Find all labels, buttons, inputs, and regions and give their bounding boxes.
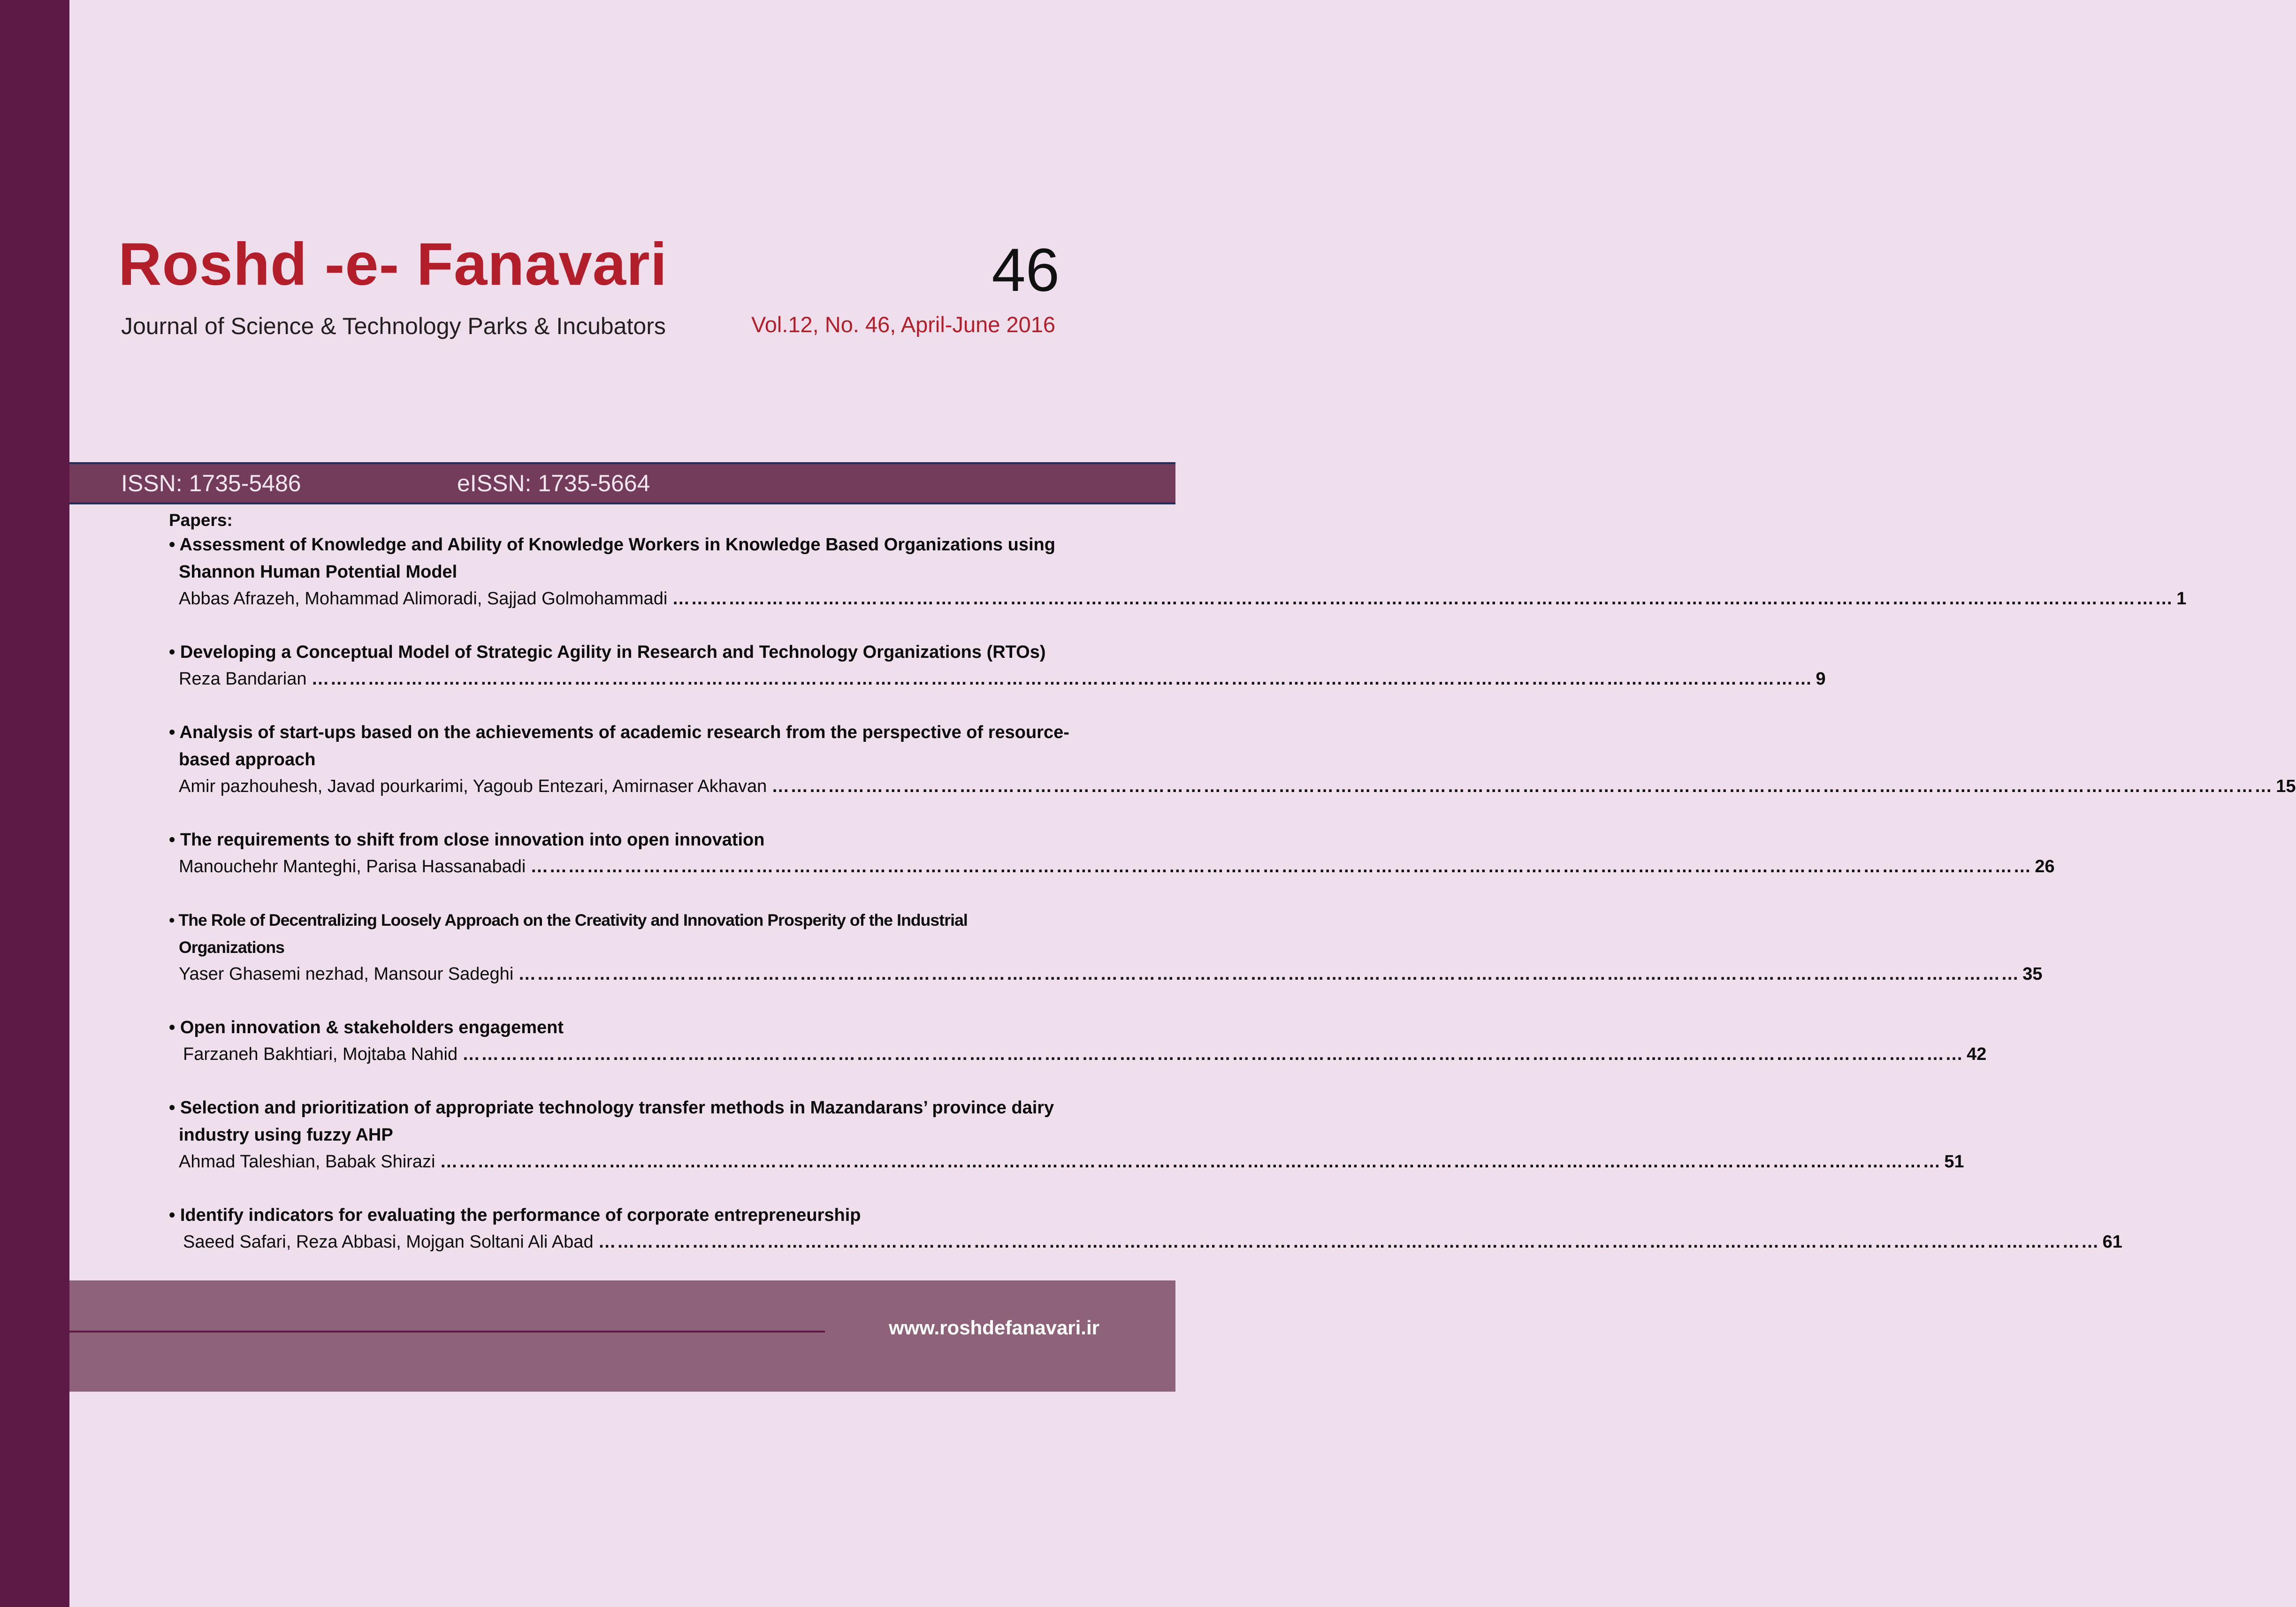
paper-authors: Saeed Safari, Reza Abbasi, Mojgan Soltani Ali Abad bbox=[183, 1232, 594, 1252]
dot-leader: …………………………………………………………………………………………………………………………………………………………………………………………………………………… bbox=[440, 1152, 1942, 1172]
eissn-label: eISSN: 1735-5664 bbox=[457, 470, 650, 496]
paper-authors: Amir pazhouhesh, Javad pourkarimi, Yagoub Entezari, Amirnaser Akhavan bbox=[179, 777, 767, 796]
paper-authors: Yaser Ghasemi nezhad, Mansour Sadeghi bbox=[179, 964, 514, 984]
dot-leader: …………………………………………………………………………………………………………………………………………………………………………………………………………………… bbox=[598, 1232, 2100, 1252]
paper-authors: Ahmad Taleshian, Babak Shirazi bbox=[179, 1152, 435, 1172]
toc-entry bbox=[169, 531, 2187, 612]
paper-authors-line bbox=[169, 773, 2296, 800]
table-of-contents bbox=[169, 510, 2296, 1282]
page-number: 26 bbox=[2035, 857, 2055, 876]
footer-rule bbox=[69, 1331, 825, 1333]
page-number: 9 bbox=[1815, 669, 1826, 689]
paper-authors-line bbox=[169, 666, 1826, 692]
dot-leader: …………………………………………………………………………………………………………………………………………………………………………………………………………………… bbox=[462, 1044, 1964, 1064]
paper-title: • The requirements to shift from close innovation into open innovation bbox=[169, 830, 765, 850]
page-number: 1 bbox=[2176, 589, 2187, 609]
paper-authors-line bbox=[169, 1041, 1987, 1067]
page-number: 15 bbox=[2276, 777, 2296, 796]
paper-authors: Farzaneh Bakhtiari, Mojtaba Nahid bbox=[183, 1044, 458, 1064]
paper-authors: Reza Bandarian bbox=[179, 669, 307, 689]
toc-entry bbox=[169, 719, 2296, 800]
paper-authors-line bbox=[169, 1149, 1964, 1175]
footer-band bbox=[69, 1280, 1175, 1392]
journal-subtitle: Journal of Science & Technology Parks & Incubators bbox=[121, 313, 666, 339]
paper-title: • Open innovation & stakeholders engagement bbox=[169, 1018, 564, 1037]
dot-leader: …………………………………………………………………………………………………………………………………………………………………………………………………………………… bbox=[771, 777, 2273, 796]
paper-authors-line bbox=[169, 853, 2055, 880]
toc-entry bbox=[169, 906, 2043, 987]
toc-entry bbox=[169, 1094, 1964, 1175]
toc-entry bbox=[169, 1202, 2122, 1255]
issn-label: ISSN: 1735-5486 bbox=[121, 470, 301, 496]
paper-title: • Selection and prioritization of appropriate technology transfer methods in Mazandarans’ province dairy industry using fuzzy AHP bbox=[169, 1098, 1054, 1145]
website-link[interactable]: www.roshdefanavari.ir bbox=[889, 1317, 1099, 1339]
issue-info: Vol.12, No. 46, April-June 2016 bbox=[751, 312, 1055, 337]
issn-band bbox=[69, 462, 1175, 504]
page-number: 51 bbox=[1944, 1152, 1964, 1172]
page-number: 42 bbox=[1967, 1044, 1987, 1064]
dot-leader: …………………………………………………………………………………………………………………………………………………………………………………………………………………… bbox=[518, 964, 2020, 984]
dot-leader: …………………………………………………………………………………………………………………………………………………………………………………………………………………… bbox=[672, 589, 2174, 609]
paper-title: • Assessment of Knowledge and Ability of Knowledge Workers in Knowledge Based Organizations using Shannon Human Potential Model bbox=[169, 535, 1055, 582]
paper-authors-line bbox=[169, 961, 2043, 987]
cover-spine bbox=[0, 0, 69, 1607]
issue-number: 46 bbox=[992, 236, 1060, 304]
page-number: 61 bbox=[2102, 1232, 2122, 1252]
journal-title: Roshd -e- Fanavari bbox=[118, 231, 668, 298]
dot-leader: …………………………………………………………………………………………………………………………………………………………………………………………………………………… bbox=[530, 857, 2032, 876]
dot-leader: …………………………………………………………………………………………………………………………………………………………………………………………………………………… bbox=[311, 669, 1813, 689]
toc-heading: Papers: bbox=[169, 510, 233, 530]
paper-title: • The Role of Decentralizing Loosely Approach on the Creativity and Innovation Prosperity of the Industrial Organizations bbox=[169, 911, 968, 957]
paper-title: • Identify indicators for evaluating the performance of corporate entrepreneurship bbox=[169, 1205, 861, 1225]
toc-entry bbox=[169, 639, 1826, 692]
paper-authors-line bbox=[169, 586, 2187, 612]
paper-authors: Abbas Afrazeh, Mohammad Alimoradi, Sajjad Golmohammadi bbox=[179, 589, 668, 609]
page-number: 35 bbox=[2022, 964, 2043, 984]
toc-entry bbox=[169, 1014, 1987, 1067]
paper-title: • Developing a Conceptual Model of Strategic Agility in Research and Technology Organizations (RTOs) bbox=[169, 642, 1046, 662]
toc-entry bbox=[169, 826, 2055, 880]
paper-authors: Manouchehr Manteghi, Parisa Hassanabadi bbox=[179, 857, 526, 876]
paper-title: • Analysis of start-ups based on the achievements of academic research from the perspective of resource-based approach bbox=[169, 723, 1069, 769]
paper-authors-line bbox=[169, 1229, 2122, 1255]
